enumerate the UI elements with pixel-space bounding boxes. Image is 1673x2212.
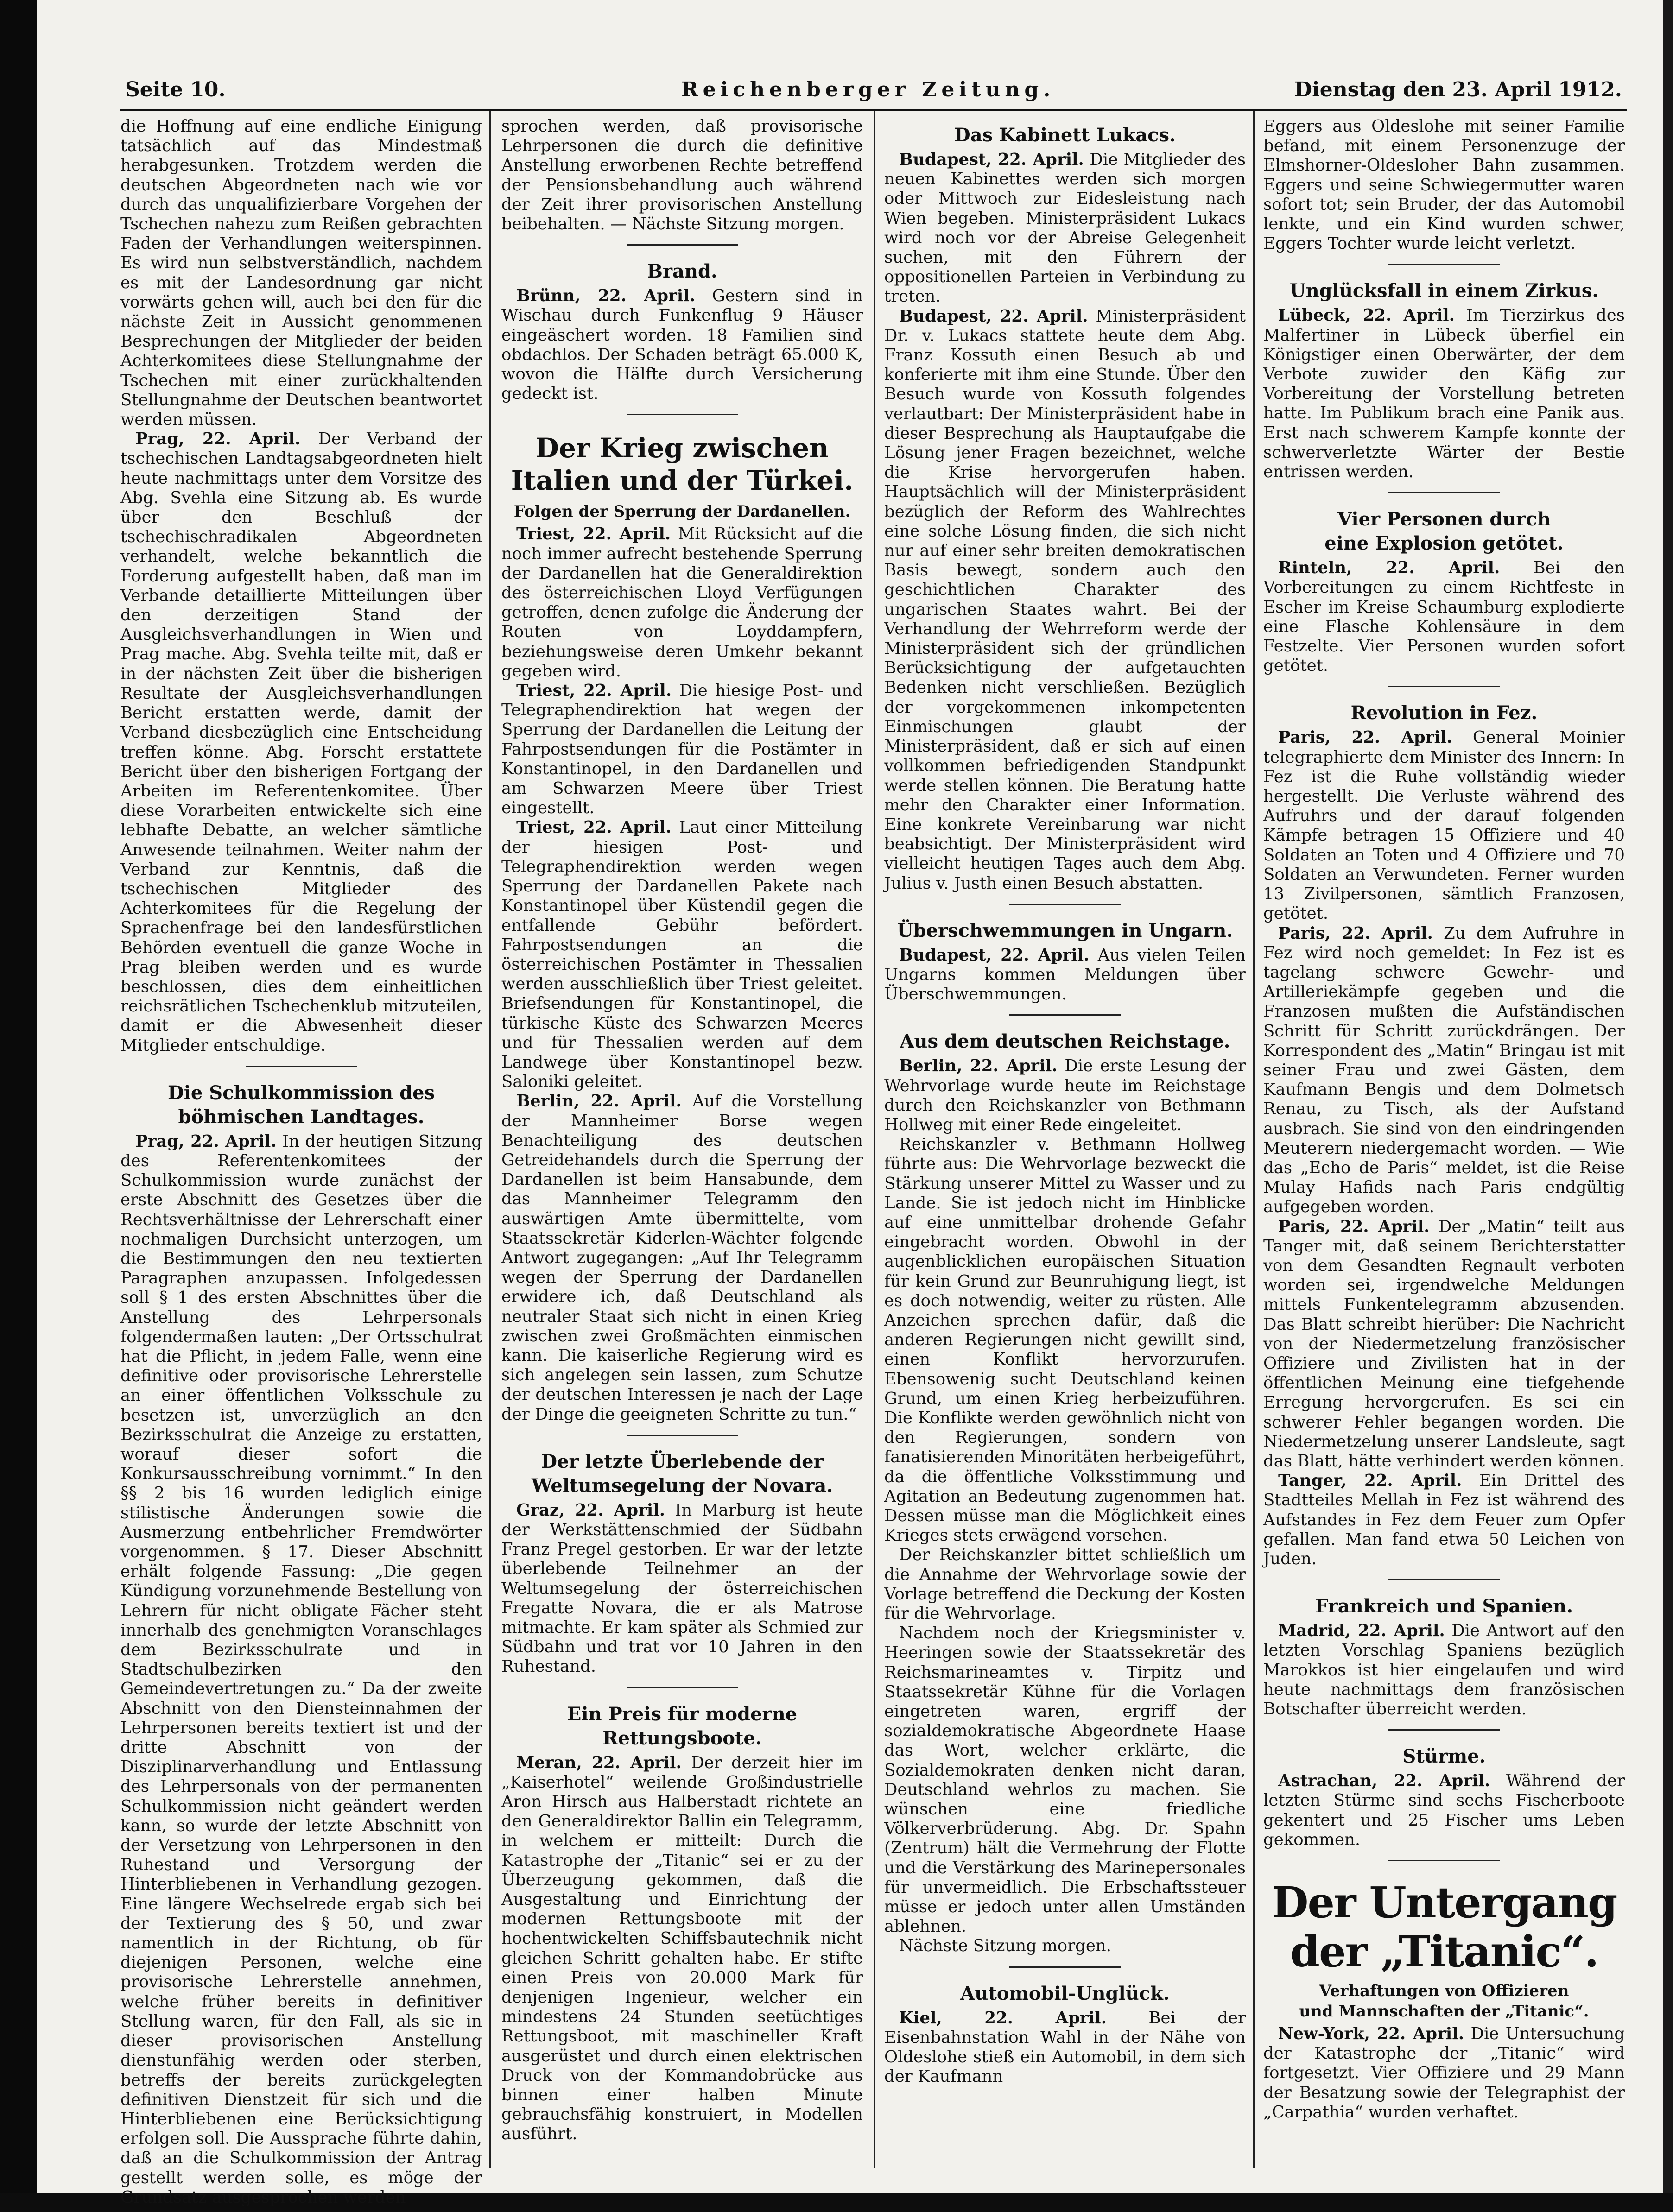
article-paragraph <box>501 1753 863 2144</box>
dateline: Budapest, 22. April. <box>899 945 1090 965</box>
article-headline: Frankreich und Spanien. <box>1315 1595 1573 1618</box>
article-headline: Ein Preis für moderne Rettungsboote. <box>567 1703 798 1749</box>
paragraph-text: Gestern sind in Wischau durch Funkenflug 9 Häuser eingeäschert worden. 18 Familien sind obdachlos. Der Schaden beträgt 65.000 K, wovon die Hälfte durch Versicherung gedeckt ist. <box>501 286 863 404</box>
paragraph-text: Zu dem Aufruhre in Fez wird noch gemeldet: In Fez ist es tagelang schwere Gewehr- und Artilleriekämpfe gegeben und die Franzosen mußten die Aufständischen Schritt für Schritt zurückdrängen. Der Korrespondent des „Matin“ Bringau ist mit seiner Frau und zwei Gästen, dem Kaufmann Bengis und dem Dolmetsch Renau, zu Tisch, als der Aufstand ausbrach. Sie sind von den eindringenden Meuterern niedergemacht worden. — Wie das „Echo de Paris“ meldet, ist die Reise Mulay Hafids nach Paris endgültig aufgegeben worden. <box>1263 923 1625 1217</box>
article-paragraph <box>884 1056 1246 1135</box>
dateline: Prag, 22. April. <box>135 1131 277 1151</box>
article-paragraph <box>1263 728 1625 923</box>
scan-edge-right <box>1663 0 1673 2212</box>
headline-line: Italien und der Türkei. <box>511 465 854 497</box>
article-paragraph: Der Reichskanzler bittet schließlich um die Annahme der Wehrvorlage sowie der Vorlage betreffend die Deckung der Kosten für die Wehrvorlage. <box>884 1545 1246 1624</box>
article-paragraph: sprochen werden, daß provisorische Lehrpersonen die durch die definitive Anstellung erworbenen Rechte betreffend der Pensionsbehandlung auch während der Zeit ihrer provisorischen Anstellung beibehalten. — Nächste Sitzung morgen. <box>501 117 863 234</box>
paragraph-text: Ministerpräsident Dr. v. Lukacs stattete heute dem Abg. Franz Kossuth einen Besuch ab und konferierte mit ihm eine Stunde. Über den Besuch wurde von Kossuth folgendes verlautbart: Der Ministerpräsident habe in dieser Besprechung als Hauptaufgabe die Lösung jener Fragen bezeichnet, welche die Krise hervorgerufen haben. Hauptsächlich will der Ministerpräsident bezüglich der Reform des Wahlrechtes eine solche Lösung finden, die sich nicht nur auf einer sehr breiten demokratischen Basis bewegt, sondern auch den geschichtlichen Charakter des ungarischen Staates wahrt. Bei der Verhandlung der Wehrreform werde der Ministerpräsident sich der gründlichen Berücksichtigung der aufgetauchten Bedenken nicht verschließen. Bezüglich der vorgekommenen inkompetenten Einmischungen glaubt der Ministerpräsident, daß er sich auf einen vollkommen befriedigenden Standpunkt werde stellen können. Die Beratung hatte mehr den Charakter einer Information. Eine konkrete Vereinbarung war nicht beabsichtigt. Der Ministerpräsident wird vielleicht heutigen Tages auch dem Abg. Julius v. Justh einen Besuch abstatten. <box>884 306 1246 893</box>
headline-line: Vier Personen durch <box>1337 508 1551 531</box>
paragraph-text: Mit Rücksicht auf die noch immer aufrecht bestehende Sperrung der Dardanellen hat die Generaldirektion des österreichischen Lloyd Verfügungen getroffen, denen zufolge die Änderung der Routen von Loyddampfern, beziehungsweise deren Umkehr bekannt gegeben wird. <box>501 525 863 681</box>
dateline: Lübeck, 22. April. <box>1278 306 1455 325</box>
article-paragraph <box>1263 306 1625 482</box>
dateline: Prag, 22. April. <box>135 430 301 449</box>
paragraph-text: Im Tierzirkus des Malfertiner in Lübeck überfiel ein Königstiger einen Oberwärter, der dem Verbote zuwider den Käfig zur Vorbereitung der Vorstellung betreten hatte. Im Publikum brach eine Panik aus. Erst nach schwerem Kampfe konnte der schwerverletzte Wärter der Bestie entrissen werden. <box>1263 306 1625 482</box>
page-number: Seite 10. <box>125 78 226 101</box>
article-paragraph <box>1263 1771 1625 1850</box>
section-separator <box>1009 1966 1121 1968</box>
section-separator <box>627 414 738 415</box>
issue-date: Dienstag den 23. April 1912. <box>1294 78 1622 101</box>
page-header <box>125 78 1622 110</box>
column-4 <box>1263 117 1625 2165</box>
article-headline: Brand. <box>647 260 717 283</box>
column-2 <box>501 117 863 2165</box>
dateline: Budapest, 22. April. <box>899 306 1088 326</box>
paragraph-text: Der „Matin“ teilt aus Tanger mit, daß seinem Berichterstatter von dem Gesandten Regnault verboten worden sei, irgendwelche Meldungen mittels Funkentelegramm abzusenden. Das Blatt schreibt hierüber: Die Nachricht von der Niedermetzelung französischer Offiziere und Zivilisten hat in der öffentlichen Meinung eine tiefgehende Erregung hervorgerufen. Es sei ein schwerer Fehler begangen worden. Die Niedermetzelung unserer Landsleute, sagt das Blatt, hätte verhindert werden können. <box>1263 1217 1625 1471</box>
article-headline: Aus dem deutschen Reichstage. <box>900 1030 1230 1053</box>
article-headline: Überschwemmungen in Ungarn. <box>897 919 1233 942</box>
column-rule <box>874 111 875 2168</box>
article-headline: Revolution in Fez. <box>1350 702 1538 724</box>
article-paragraph <box>884 150 1246 307</box>
paragraph-text: Während der letzten Stürme sind sechs Fischerboote gekentert und 25 Fischer ums Leben gekommen. <box>1263 1771 1625 1849</box>
article-paragraph <box>884 946 1246 1005</box>
article-headline <box>1263 507 1625 556</box>
paragraph-text: Der Verband der tschechischen Landtagsabgeordneten hielt heute nachmittags unter dem Vorsitze des Abg. Svehla eine Sitzung ab. Es wurde über den Beschluß der tschechischradikalen Abgeordneten verhandelt, welche bekanntlich die Forderung aufgestellt haben, daß man im Verbande detaillierte Mitteilungen über den derzeitigen Stand der Ausgleichsverhandlungen in Wien und Prag mache. Abg. Svehla teilte mit, daß er in der nächsten Zeit über die bisherigen Resultate der Ausgleichsverhandlungen Bericht erstatten werde, damit der Verband diesbezüglich eine Entscheidung treffen könne. Abg. Forscht erstattete Bericht über den bisherigen Fortgang der Arbeiten im Referentenkomitee. Über diese Vorarbeiten entwickelte sich eine lebhafte Debatte, an welcher sämtliche Anwesende teilnahmen. Weiter nahm der Verband zur Kenntnis, daß die tschechischen Mitglieder des Achterkomitees für die Regelung der Sprachenfrage bei den landesfürstlichen Behörden eventuell die ganze Woche in Prag bleiben werden und es wurde beschlossen, dies dem einheitlichen reichsrätlichen Tschechenklub mitzuteilen, damit er die Abwesenheit dieser Mitglieder entschuldige. <box>120 430 482 1055</box>
article-paragraph <box>501 1092 863 1424</box>
dateline: Berlin, 22. April. <box>899 1056 1058 1076</box>
dateline: Rinteln, 22. April. <box>1278 558 1500 578</box>
article-paragraph: Nachdem noch der Kriegsminister v. Heeringen sowie der Staatssekretär des Reichsmarineamtes v. Tirpitz und Staatssekretär Kühne für die Vorlagen eingetreten waren, ergriff der sozialdemokratische Abgeordnete Haase das Wort, welcher erklärte, die Sozialdemokraten denken nicht daran, Deutschland wehrlos zu machen. Sie wünschen eine friedliche Völkerverbrüderung. Abg. Dr. Spahn (Zentrum) hält die Vermehrung der Flotte und die Verstärkung des Marinepersonales für unvermeidlich. Die Erbschaftssteuer müsse er jedoch unter allen Umständen ablehnen. <box>884 1624 1246 1936</box>
dateline: Triest, 22. April. <box>516 525 671 544</box>
headline-line: Weltumsegelung der Novara. <box>531 1474 833 1497</box>
dateline: Graz, 22. April. <box>516 1500 665 1520</box>
article-headline <box>120 1081 482 1129</box>
article-paragraph <box>501 681 863 818</box>
headline-line: Der Krieg zwischen <box>535 432 829 464</box>
dateline: Brünn, 22. April. <box>516 286 696 306</box>
article-paragraph <box>884 2009 1246 2087</box>
paragraph-text: In Marburg ist heute der Werkstättenschmied der Südbahn Franz Pregel gestorben. Er war der letzte überlebende Teilnehmer an der Weltumsegelung der österreichischen Fregatte Novara, die er als Matrose mitmachte. Er kam später als Schmied zur Südbahn und trat vor 10 Jahren in den Ruhestand. <box>501 1500 863 1676</box>
article-paragraph <box>501 286 863 404</box>
dateline: Paris, 22. April. <box>1278 923 1433 943</box>
paragraph-text: Die Untersuchung der Katastrophe der „Titanic“ wird fortgesetzt. Vier Offiziere und 29 Mann der Besatzung sowie der Telegraphist der „Carpathia“ wurden verhaftet. <box>1263 2024 1625 2122</box>
dateline: Tanger, 22. April. <box>1278 1471 1462 1491</box>
article-headline: Unglücksfall in einem Zirkus. <box>1289 280 1599 302</box>
article-paragraph: Nächste Sitzung morgen. <box>899 1936 1112 1956</box>
article-paragraph <box>120 1132 482 2207</box>
section-separator <box>1388 492 1500 493</box>
article-headline-main: Der Untergang der „Titanic“. <box>1271 1877 1617 1977</box>
dateline: Triest, 22. April. <box>516 818 672 837</box>
paragraph-text: Laut einer Mitteilung der hiesigen Post- und Telegraphendirektion werden wegen Sperrung der Dardanellen Pakete nach Konstantinopel über Küstendil gegen die entfallende Gebühr befördert. Fahrpostsendungen an die österreichischen Postämter in Thessalien werden ausschließlich über Triest geleitet. Briefsendungen für Konstantinopel, die türkische Küste des Schwarzen Meeres und für Thessalien werden auf dem Landwege über Konstantinopel bezw. Saloniki geleitet. <box>501 818 863 1092</box>
paragraph-text: Ein Drittel des Stadtteiles Mellah in Fez ist während des Aufstandes in Fez dem Feuer zum Opfer gefallen. Man fand etwa 50 Leichen von Juden. <box>1263 1471 1625 1568</box>
section-separator <box>1009 904 1121 905</box>
article-headline <box>501 432 863 497</box>
dateline: Madrid, 22. April. <box>1278 1621 1445 1641</box>
column-3 <box>884 117 1246 2165</box>
section-separator <box>627 1687 738 1688</box>
section-separator <box>246 1066 357 1067</box>
article-headline: Automobil-Unglück. <box>960 1982 1170 2004</box>
dateline: Budapest, 22. April. <box>899 150 1084 169</box>
article-paragraph: Eggers aus Oldeslohe mit seiner Familie befand, mit einem Personenzuge der Elmshorner-Oldesloher Bahn zusammen. Eggers und seine Schwiegermutter waren sofort tot; sein Bruder, der das Automobil lenkte, und ein Kind wurden schwer, Eggers Tochter wurde leicht verletzt. <box>1263 117 1625 253</box>
section-separator <box>1009 1014 1121 1016</box>
section-separator <box>1388 264 1500 265</box>
dateline: Triest, 22. April. <box>516 681 672 701</box>
paragraph-text: Die erste Lesung der Wehrvorlage wurde heute im Reichstage durch den Reichskanzler von Bethmann Hollweg mit einer Rede eingeleitet. <box>884 1056 1246 1134</box>
article-paragraph <box>1263 1217 1625 1472</box>
headline-line: böhmischen Landtages. <box>178 1106 425 1128</box>
article-paragraph: Reichskanzler v. Bethmann Hollweg führte aus: Die Wehrvorlage bezweckt die Stärkung unserer Mittel zu Wasser und zu Lande. Sie ist jedoch nicht im Hinblicke auf eine unmittelbar drohende Gefahr eingebracht worden. Obwohl in der augenblicklichen europäischen Situation für kein Grund zur Beunruhigung liegt, ist es doch notwendig, weiter zu rüsten. Alle Anzeichen sprechen dafür, daß die anderen Regierungen nicht gewillt sind, einen Konflikt hervorzurufen. Ebensowenig sucht Deutschland keinen Grund, um einen Krieg herbeizuführen. Die Konflikte werden gewöhnlich nicht von den Regierungen, sondern von fanatisierenden Minoritäten herbeigeführt, da die öffentliche Volksstimmung und Agitation an Bedeutung zugenommen hat. Dessen müsse man die Möglichkeit eines Krieges stets erwägend vorsehen. <box>884 1135 1246 1545</box>
article-paragraph: die Hoffnung auf eine endliche Einigung tatsächlich auf das Mindestmaß herabgesunken. Trotzdem werden die deutschen Abgeordneten nach wie vor durch das unqualifizierbare Vorgehen der Tschechen nahezu zum Reißen gebrachten Faden der Verhandlungen weiterspinnen. Es wird nun selbstverständlich, nachdem es mit der Landesordnung gar nicht vorwärts gehen will, auch bei den für die nächste Zeit in Aussicht genommenen Besprechungen der Mitglieder der beiden Achterkomitees diese Stellungnahme der Tschechen mit einer zurückhaltenden Stellungnahme der Deutschen beantwortet werden müssen. <box>120 117 482 430</box>
paragraph-text: Aus vielen Teilen Ungarns kommen Meldungen über Überschwemmungen. <box>884 945 1246 1004</box>
paragraph-text: Die hiesige Post- und Telegraphendirektion hat wegen der Sperrung der Dardanellen die Leitung der Fahrpostsendungen für die Postämter in Konstantinopel, in den Dardanellen und am Schwarzen Meere über Triest eingestellt. <box>501 681 863 818</box>
subheadline-line: und Mannschaften der „Titanic“. <box>1299 2002 1589 2021</box>
article-headline: Das Kabinett Lukacs. <box>954 124 1176 146</box>
column-rule <box>489 111 491 2168</box>
column-1 <box>120 117 482 2207</box>
dateline: Astrachan, 22. April. <box>1278 1771 1490 1791</box>
article-paragraph <box>1263 1621 1625 1719</box>
article-paragraph <box>884 307 1246 893</box>
section-separator <box>1388 1579 1500 1580</box>
article-paragraph <box>120 430 482 1055</box>
paragraph-text: Bei den Vorbereitungen zu einem Richtfeste in Escher im Kreise Schaumburg explodierte eine Flasche Kohlensäure in dem Festzelte. Vier Personen wurden sofort getötet. <box>1263 558 1625 676</box>
article-subheadline <box>1263 1981 1625 2022</box>
article-paragraph <box>501 818 863 1092</box>
article-paragraph <box>1263 1471 1625 1569</box>
dateline: Paris, 22. April. <box>1278 728 1452 747</box>
section-separator <box>1388 1729 1500 1731</box>
article-subheadline: Folgen der Sperrung der Dardanellen. <box>513 502 851 521</box>
section-separator <box>627 1435 738 1436</box>
paragraph-text: Bei der Eisenbahnstation Wahl in der Nähe von Oldeslohe stieß ein Automobil, in dem sich der Kaufmann <box>884 2008 1246 2086</box>
paragraph-text: Auf die Vorstellung der Mannheimer Borse wegen Benachteiligung des deutschen Getreidehandels durch die Sperrung der Dardanellen ist beim Hansabunde, dem das Mannheimer Telegramm den auswärtigen Amte übermittelte, vom Staatssekretär Kiderlen-Wächter folgende Antwort zugegangen: „Auf Ihr Telegramm wegen der Sperrung der Dardanellen erwidere ich, daß Deutschland als neutraler Staat sich nicht in einen Krieg zwischen zwei Großmächten einmischen kann. Die kaiserliche Regierung wird es sich angelegen sein lassen, zum Schutze der deutschen Interessen je nach der Lage der Dinge die geeigneten Schritte zu tun.“ <box>501 1092 863 1424</box>
article-paragraph <box>501 1501 863 1677</box>
article-paragraph <box>1263 924 1625 1217</box>
dateline: New-York, 22. April. <box>1278 2024 1464 2044</box>
article-paragraph <box>1263 2024 1625 2122</box>
article-headline: Stürme. <box>1402 1745 1486 1768</box>
dateline: Meran, 22. April. <box>516 1753 682 1772</box>
article-paragraph <box>1263 558 1625 676</box>
headline-line: Der letzte Überlebende der <box>541 1450 824 1473</box>
dateline: Kiel, 22. April. <box>899 2008 1107 2028</box>
section-separator <box>1388 1860 1500 1861</box>
paragraph-text: Der derzeit hier im „Kaiserhotel“ weilende Großindustrielle Aron Hirsch aus Halberstadt richtete an den Generaldirektor Ballin ein Telegramm, in welchem er mitteilt: Durch die Katastrophe der „Titanic“ sei er zu der Überzeugung gekommen, daß die Ausgestaltung und Einrichtung der modernen Rettungsboote mit der hochentwickelten Schiffsbautechnik nicht gleichen Schritt gehalten habe. Er stifte einen Preis von 20.000 Mark für denjenigen Ingenieur, welcher ein mindestens 24 Stunden seetüchtiges Rettungsboot, mit maschineller Kraft ausgerüstet und durch einen elektrischen Druck von der Kommandobrücke aus binnen einer halben Minute gebrauchsfähig konstruiert, in Modellen ausführt. <box>501 1753 863 2144</box>
headline-line: eine Explosion getötet. <box>1324 532 1564 555</box>
subheadline-line: Verhaftungen von Offizieren <box>1319 1982 1569 2001</box>
headline-line: Die Schulkommission des <box>168 1081 435 1104</box>
paragraph-text: Die Antwort auf den letzten Vorschlag Spaniens bezüglich Marokkos ist hier eingelaufen und wird heute nachmittags dem französischen Botschafter überreicht werden. <box>1263 1621 1625 1719</box>
scan-edge-left <box>0 0 37 2212</box>
article-paragraph <box>501 525 863 681</box>
paragraph-text: General Moinier telegraphierte dem Minister des Innern: In Fez ist die Ruhe vollständig wieder hergestellt. Die Verluste während des Aufruhrs und der darauf folgenden Kämpfe betragen 15 Offiziere und 40 Soldaten an Toten und 4 Offiziere und 70 Soldaten an Verwundeten. Ferner wurden 13 Zivilpersonen, sämtlich Franzosen, getötet. <box>1263 728 1625 923</box>
column-rule <box>1253 111 1255 2168</box>
dateline: Paris, 22. April. <box>1278 1217 1430 1236</box>
article-headline <box>501 1450 863 1498</box>
section-separator <box>1388 686 1500 687</box>
newspaper-title: Reichenberger Zeitung. <box>681 78 1055 101</box>
paragraph-text: In der heutigen Sitzung des Referentenkomitees der Schulkommission wurde zunächst der erste Abschnitt des Gesetzes über die Rechtsverhältnisse der Lehrerschaft einer nochmaligen Durchsicht unterzogen, um die Bestimmungen den neu textierten Paragraphen anzupassen. Infolgedessen soll § 1 des ersten Abschnittes über die Anstellung des Lehrpersonals folgendermaßen lauten: „Der Ortsschulrat hat die Pflicht, in jedem Falle, wenn eine definitive oder provisorische Lehrerstelle an einer öffentlichen Volksschule zu besetzen ist, unverzüglich an den Bezirksschulrat die Anzeige zu erstatten, worauf dieser sofort die Konkursausschreibung vornimmt.“ In den §§ 2 bis 16 wurden lediglich einige stilistische Änderungen sowie die Ausmerzung entbehrlicher Fremdwörter vorgenommen. § 17. Dieser Abschnitt erhält folgende Fassung: „Die gegen Kündigung vorzunehmende Bestellung von Lehrern für nicht obligate Fächer steht innerhalb des genehmigten Voranschlages dem Bezirksschulrate und in Stadtschulbezirken den Gemeindevertretungen zu.“ Da der zweite Abschnitt von den Diensteinnahmen der Lehrpersonen bereits textiert ist und der dritte Abschnitt von der Disziplinarverhandlung und Entlassung des Lehrpersonals von der permanenten Schulkommission nicht geändert werden kann, so wurde der letzte Abschnitt von der Versetzung von Lehrpersonen in den Ruhestand und Versorgung der Hinterbliebenen in Verhandlung gezogen. Eine längere Wechselrede ergab sich bei der Textierung des § 50, und zwar namentlich in der Richtung, ob für diejenigen Personen, welche eine provisorische Lehrerstelle annehmen, welche früher bereits in definitiver Stellung waren, für den Fall, als sie in dieser provisorischen Anstellung dienstunfähig werden oder sterben, betreffs der bereits zurückgelegten definitiven Dienstzeit für sich und die Hinterbliebenen eine Berücksichtigung erfolgen soll. Die Aussprache führte dahin, daß an die Schulkommission der Antrag gestellt werden solle, es möge der Grundsatz ausgesprochen werden <box>120 1131 482 2207</box>
section-separator <box>627 244 738 246</box>
paragraph-text: Die Mitglieder des neuen Kabinettes werden sich morgen oder Mittwoch zur Eidesleistung nach Wien begeben. Ministerpräsident Lukacs wird noch vor der Abreise Gelegenheit suchen, mit den Führern der oppositionellen Parteien in Verbindung zu treten. <box>884 150 1246 306</box>
dateline: Berlin, 22. April. <box>516 1092 682 1111</box>
